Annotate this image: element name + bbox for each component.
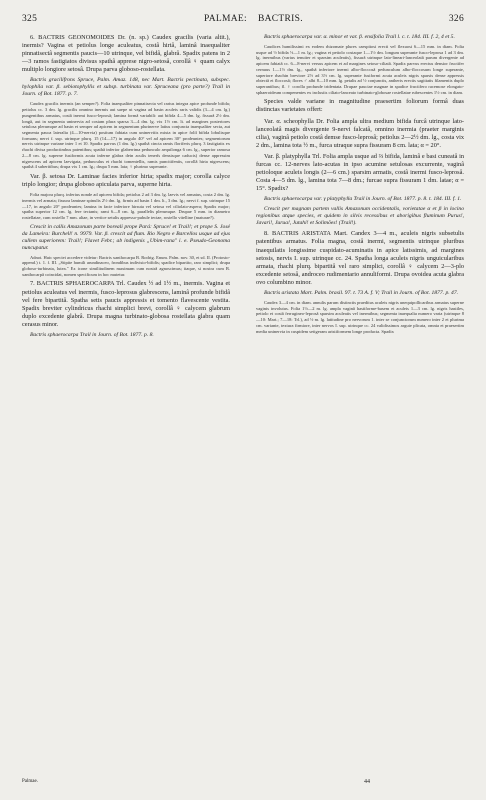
signature-mark: 44 bbox=[364, 779, 370, 785]
description-paragraph: Folia majora plurq. inferius nonde ad apicem bifida; petiolus 2 ad 3 dm. lg. laevis vel armatus, costa 2 dm. lg. inermis vel armata; fissura laminae spinulis 2½ dm. lg. firmis ad basin 1 dm. lt., 3 dm. lg.; nervi f. sup. utrinque 15—17, in angulo 20° prodeuntes; lamina in facie inferiore hirsuta vel setosa vel ciliolato-aspera; Spadix major; spatha superior 12 cm. lg. fere tectanis; rami 6—8 cm. lg. parallelis plerumque. Drupae 5 mm. in diametro rostellatae, cum rostello 7 mm. altae, in vertice setulis appresso-pubule tectae, rostello vitelline (maturae?). bbox=[22, 192, 230, 220]
running-header bbox=[22, 14, 464, 28]
variety-paragraph: Var. α. scheophylla Dr. Folia ampla ultra medium bifida furcâ utrinque lato-lanceolatâ magis divergente 9-nervi falcatâ, omnino inermia (praeter marginis cilia), vaginâ petiolo costâ demse fusco-leprosâ; petiolus 2—2½ dm. lg., costa vix 2 dm., lamina tota ½ m., furca utraque supra fissuram 8 cm. lata; α = 20°. bbox=[256, 117, 464, 149]
locality-paragraph: Crescit in callis Amazonum parte boreali prope Pará: Spruce! et Trail!; et prope S. José da Lameira: Burchell! n. 9979. Var. β. crescit ad flum. Rio Negro e Barcellos usque ad ejus cullem superiorem: Trail!; Flavet Febr.; ab indigenis „Ubim-rana" i. e. Pseudo-Geonoma nuncupatur. bbox=[22, 223, 230, 251]
citation: Bactris sphaerocarpa Trail in Journ. of Bot. 1877. p. 8. bbox=[30, 331, 154, 338]
paragraph: Species valde variane in magnitudine praesertim foliorum formâ duas distinctas varietates offert: bbox=[256, 98, 464, 114]
description-paragraph: Caudex gracilis inermis (an semper?). Folia inaequaliter pinnatisecta vel rarius integra apice profunde bifida; petiolus cc. 3 dm. lg. gracilis omnino inermis aut saepe ut vagina ad basin aculeis raris validis (3—4 cm. lg.) pungentibus armatus, costâ inermi fusco-leprosâ; lamina formâ variabili: aut bifida 4—5 dm. lg. fissurâ 2½ dm. longâ, aut in segmenta uninervia ad costam plura sparsa 3—4 dm. lg. vix 1½ cm. lt. ad margines posteriores setulosa plerumque ad basin et semper ad apicem in segmentum plurinerve latius conjuncta inaequaliter secta, aut segmenta pauca lateralia (4—10-nervia) positum fabiata cum uninerviiis mixta in apice foliî bifida lobulisque formans; nervi f. sup. utrinque plurq. 15 (14—17) in angulo 40° vel ad apicem 30° prodeuntes; segmentorum nervis utrinque variane inter 1 et 10. Spadix parvus (1 dm. lg.) spathâ cincta ramis floriferis plurq. 3 fastigiatis ex rhachi divisa productimbus patentibus; spathâ inferior glaberrima pedunculo aequilonga 6 cm. lg., superior ramosa 2—8 cm. lg. superne fusiformis acuta inferne glabra dein aculis tenerîs densisque caducis) dense appressim nigrescens ad apicem laevigata, pedunculus et rhachi tomentellis, ramis puncitifeniis, corollâ hirta nigrescens; spathâ 4 suberitibus; drupa vix 1 cm. lg.; drupa 5 mm. lata; ♀ plurimo superante. bbox=[22, 101, 230, 170]
species-paragraph: 8. BACTRIS ARISTATA Mart. Candex 3—4 m., aculeis nigris subsetulis patentibus armatus. Folia magna, costâ inermi, segmentis utrinque pluribus inaequilatis longissime cuspidato-acuminatis in apice latissimis, ad margines setosis, nervis I. sup. utrinque cc. 24. Spatha longa aculeis nigris unguicularibus armata, rhachi plurq. bipartitâ vel raro simplici, corollâ ♀ calycem 2—3-plo excedente setosâ, androceo rudimentario annuliformi. Drupa ovoidea acuta glabra ovo columbino minor. bbox=[256, 230, 464, 286]
description-paragraph: Caudices humilissimi ex eodem rhizomate plures caespitosi erecti vel flexuosi 6—15 mm. in diam. Folia usque ad ½ bifida ½—1 m. lg.; vagina et petiolo costaque 1—1½ dm. longum superante fusco-leprosa 1 ad 3 dm. lg. inermibus (varius tenuiter et sparsim aculeatis), fissurâ utrinque lato-lineari-lanceolatâ parum divergente ad apicem fabiatâ cc. 6—8-nervi versus apicem et ad margines setoso-ciliatâ. Spadix parvus erectus densior fructifer cernuus 1—1½ dm. lg., spathâ inferiore inermi albo-floccosâ pedunculum albo-floccosum longe superante, superiore rhachin breviore 2½ ad 3½ cm. lg. superante fusiformi acuta aculeis nigris sparsis dense appressis obtectâ et floccosâ; flores ♂ albi 8—10 mm. lg. petalis ad ½ conjunctis, antheris erectis sagittatis filamentis duplo superantibus; fl. ♀ corolla profunde tridentata. Drupae pauciae magnae in spadice fructifero racemose elongato-sphaeroideum compenentes ex inclusiis ciliato-lanceato turbinato-globosae rostellatae rubescentes 1½ cm. in diam. bbox=[256, 44, 464, 95]
page-number-right: 326 bbox=[448, 14, 464, 24]
citation: Bactris gracilifrons Spruce, Palm. Amaz. 148, nec Mart. Bactris pectinata, subspec. hylophila var. β. sebiotophyllis et subsp. turbinata var. Spruceana (pro parte?) Trail in Journ. of Bot. 1877. p. 7. bbox=[22, 77, 230, 98]
footer-label: Palmae. bbox=[22, 779, 38, 784]
locality-paragraph: Crescit per magnam partem vallis Amazonum occidentalis, vorietatae α et β in locino regionibus atque species, et quidem in silvis recessibus et aborigibus fluminum Purus!, Javari!, Jurua!, Jutahi! et Solimões! (Trail!). bbox=[256, 206, 464, 227]
variety-paragraph: Var. β. platyphylla Trl. Folia ampla usque ad ⅔ bifida, laminâ e basi cuneatâ in furcas cc. 12-nerves lato-acutas in ipso acumine setulosas excurrente, vaginâ petioloque aculeis longis (2—6 cm.) sparsim armatis, costâ inermi fusco-leprosâ. Costa 4—5 dm. lg., lamina tota 7—8 dm.; furcae supra fissuram 1 dm. latae; α = 15°. Spadix? bbox=[256, 152, 464, 193]
citation: Bactris sphaerocarpa var. γ platyphylla Trail in Journ. of Bot. 1877. p. 8. t. 184. III. f. 1. bbox=[264, 196, 462, 203]
variety-paragraph: Var. β. setosa Dr. Laminae facies inferior hirta; spadix major; corolla calyce triplo longior; drupa globoso apiculata parva, superne hirta. bbox=[22, 172, 230, 188]
citation: Bactris sphaerocarpa var. α. minor et var. β. ensifolia Trail l. c. t. 184. III. f. 2, 4 et 5. bbox=[264, 34, 455, 40]
page-number-left: 325 bbox=[22, 14, 38, 24]
description-paragraph: Caudex 3—4 cm. in diam. annulis parum distinctis praeditus aculeis nigris unequipollicaribus armatus superne vaginis involutus. Folia 1½—2 m. lg. ampla vaginâ hastiforme-basem et aculeis 1—3 cm. lg. nigris hastiles, petiolo et costâ ferrugineo-leprosâ sparsim aculeatis vel inermibus; segmenta inaequalia numero varia (utrinque 8—10: Mart.; 7—18: Trl.), ad ½ m. lg. latitudine pro nervorum 1. inter se conjunctorum numero inter 2 et plurima cm. variante, textura firmiore, inter nervos I. sup. utrinque cc. 24 validissimos argute plicata, omnia et praesertim media uninervia in cuspidem setigeram aristiformem longe producta. Spadix bbox=[256, 300, 464, 334]
running-title-right: BACTRIS. bbox=[258, 14, 303, 24]
right-column bbox=[256, 34, 464, 337]
running-title-left: PALMAE: bbox=[204, 14, 247, 24]
left-column bbox=[22, 34, 230, 342]
note-paragraph: Adnot. Huic speciei accedere videtur: Bactris xanthocarpa B. Rodrig. Enum. Palm. nov. 30, et sd. II. (Protosto-append.) t. 1. f. III. „Stipite humili arundinaceo, frondibus indivisio-bifidis; spadice bipartito, raro simplici; drupa globoso-turbinata, lutea." Ex icone similitudinem maximam cum nostrâ agnoscimus; itaque, si nostra cum B. xanthocarpâ coincidat, nomen specificum in hoc mutetur. bbox=[22, 254, 230, 277]
species-paragraph: 7. BACTRIS SPHAEROCARPA Trl. Caudex ½ ad 1½ m., inermis. Vagina et petiolus aculeatus vel inermis, fusco-leprosus glabrescens, laminâ profunde bifidâ vel fere bipartitâ. Spatha setis paucis appressis et tomento flavescente vestita. Spadix breviter cylindricus rhachi simplici brevi, corollâ ♀ calycem glabrum duplo excedente glabrâ. Drupa magna turbinato-globosa rostellata glabra quam cerasus minor. bbox=[22, 280, 230, 328]
citation: Bactris aristata Mart. Palm. brasil. 97. t. 73 A. f. V; Trail in Journ. of Bot. 1877. p. 47. bbox=[264, 290, 459, 297]
paragraph: 6. BACTRIS GEONOMOIDES Dr. (n. sp.) Caudex gracilis (varia altit.), inermis? Vagina et petiolus longe aculeatus, costâ hirtâ, laminâ inaequaliter pinnatisectâ segmentis paucis—10 utrinque, vel bifidâ, glabrâ. Spadix patens in 2—3 ramos fastigiatos divisus spathâ apprese nigro-setosâ, corollâ ♀ quam calyx multiplo longiore setosâ. Drupa parva globoso-rostellata. bbox=[22, 34, 230, 74]
